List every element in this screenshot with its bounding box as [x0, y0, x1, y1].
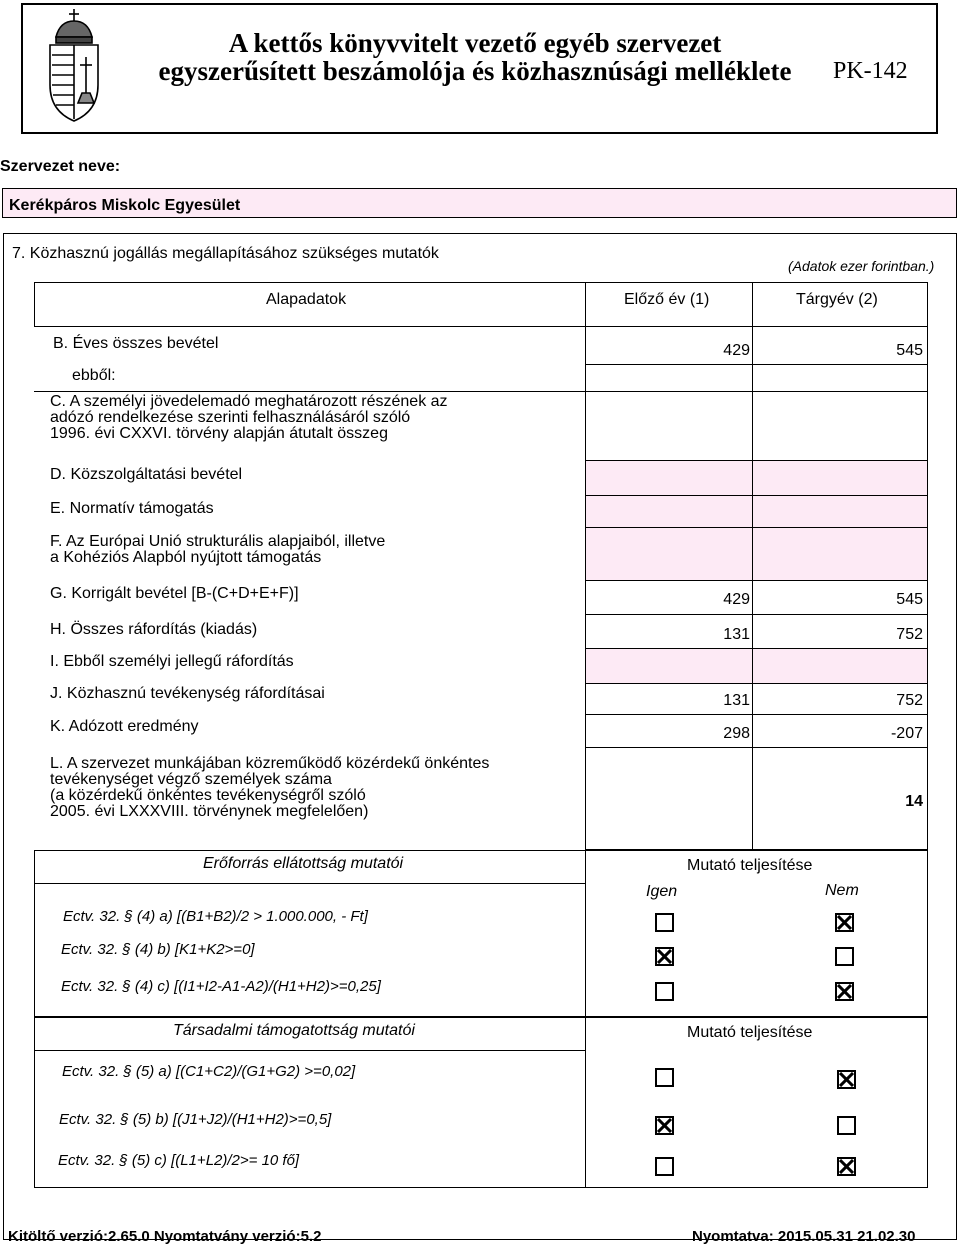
checkmark-x-icon	[837, 915, 852, 930]
resources-title: Erőforrás ellátottság mutatói	[203, 855, 404, 872]
row-f-label-1: F. Az Európai Unió strukturális alapjaiból, illetve	[50, 533, 386, 550]
row-e-curr[interactable]	[757, 503, 923, 523]
resource-a-no-checkbox[interactable]	[835, 913, 854, 932]
resource-c-yes-checkbox[interactable]	[655, 982, 674, 1001]
row-e-label: E. Normatív támogatás	[50, 500, 214, 517]
row-l-label-4: 2005. évi LXXXVIII. törvénynek megfelelően)	[50, 803, 369, 820]
row-g-prev[interactable]: 429	[723, 591, 750, 608]
unit-note: (Adatok ezer forintban.)	[788, 258, 935, 274]
resource-item-b-label: Ectv. 32. § (4) b) [K1+K2>=0]	[61, 941, 255, 958]
resource-a-yes-checkbox[interactable]	[655, 913, 674, 932]
row-c-curr[interactable]	[757, 405, 923, 425]
row-b-prev[interactable]: 429	[723, 342, 750, 359]
social-item-a-label: Ectv. 32. § (5) a) [(C1+C2)/(G1+G2) >=0,02]	[62, 1063, 356, 1080]
row-f-prev[interactable]	[590, 545, 750, 565]
row-d-curr[interactable]	[757, 470, 923, 490]
social-c-no-checkbox[interactable]	[837, 1157, 856, 1176]
social-b-yes-checkbox[interactable]	[655, 1116, 674, 1135]
row-b-label: B. Éves összes bevétel	[53, 335, 219, 352]
row-j-curr[interactable]: 752	[896, 692, 923, 709]
row-e-prev[interactable]	[590, 503, 750, 523]
no-column-header: Nem	[825, 882, 859, 899]
yes-column-header: Igen	[646, 883, 678, 900]
row-l-label-2: tevékenységet végző személyek száma	[50, 771, 332, 788]
col-header-base: Alapadatok	[266, 291, 347, 308]
org-name-value: Kerékpáros Miskolc Egyesület	[9, 197, 241, 214]
row-i-label: I. Ebből személyi jellegű ráfordítás	[50, 653, 294, 670]
row-j-label: J. Közhasznú tevékenység ráfordításai	[50, 685, 325, 702]
resources-performance-title: Mutató teljesítése	[687, 857, 813, 874]
row-i-curr[interactable]	[757, 657, 923, 677]
coat-of-arms-emblem	[44, 7, 104, 125]
checkmark-x-icon	[657, 1118, 672, 1133]
col-header-curr: Tárgyév (2)	[796, 291, 878, 308]
row-l-curr[interactable]: 14	[905, 793, 923, 810]
social-b-no-checkbox[interactable]	[837, 1116, 856, 1135]
social-title: Társadalmi támogatottság mutatói	[173, 1022, 415, 1039]
resource-b-no-checkbox[interactable]	[835, 947, 854, 966]
resource-c-no-checkbox[interactable]	[835, 982, 854, 1001]
row-h-curr[interactable]: 752	[896, 626, 923, 643]
row-i-prev[interactable]	[590, 657, 750, 677]
row-k-label: K. Adózott eredmény	[50, 718, 199, 735]
social-a-no-checkbox[interactable]	[837, 1070, 856, 1089]
row-d-prev[interactable]	[590, 470, 750, 490]
row-g-curr[interactable]: 545	[896, 591, 923, 608]
row-k-prev[interactable]: 298	[723, 725, 750, 742]
form-code: PK-142	[833, 58, 908, 84]
checkmark-x-icon	[837, 984, 852, 999]
resource-b-yes-checkbox[interactable]	[655, 947, 674, 966]
col-header-prev: Előző év (1)	[624, 291, 710, 308]
row-c-label-3: 1996. évi CXXVI. törvény alapján átutalt összeg	[50, 425, 388, 442]
social-c-yes-checkbox[interactable]	[655, 1157, 674, 1176]
org-name-field[interactable]	[2, 188, 957, 218]
row-b-curr[interactable]: 545	[896, 342, 923, 359]
form-title-line1: A kettős könyvvitelt vezető egyéb szervezet	[228, 28, 722, 58]
row-d-label: D. Közszolgáltatási bevétel	[50, 466, 243, 483]
row-f-curr[interactable]	[757, 545, 923, 565]
social-item-b-label: Ectv. 32. § (5) b) [(J1+J2)/(H1+H2)>=0,5]	[59, 1111, 332, 1128]
social-a-yes-checkbox[interactable]	[655, 1068, 674, 1087]
row-k-curr[interactable]: -207	[890, 725, 923, 742]
checkmark-x-icon	[839, 1072, 854, 1087]
social-performance-title: Mutató teljesítése	[687, 1024, 813, 1041]
row-h-label: H. Összes ráfordítás (kiadás)	[50, 621, 258, 638]
org-name-label: Szervezet neve:	[0, 158, 121, 175]
row-c-label-1: C. A személyi jövedelemadó meghatározott részének az	[50, 393, 448, 410]
row-l-label-1: L. A szervezet munkájában közreműködő közérdekű önkéntes	[50, 755, 490, 772]
form-title-line2: egyszerűsített beszámolója és közhasznúsági melléklete	[158, 56, 792, 86]
resource-item-a-label: Ectv. 32. § (4) a) [(B1+B2)/2 > 1.000.000, - Ft]	[63, 908, 368, 925]
row-l-label-3: (a közérdekű önkéntes tevékenységről szóló	[50, 787, 366, 804]
row-l-prev[interactable]	[590, 792, 750, 812]
footer-print-date: Nyomtatva: 2015.05.31 21.02.30	[692, 1228, 916, 1245]
row-ebbol-label: ebből:	[72, 367, 116, 384]
row-h-prev[interactable]: 131	[723, 626, 750, 643]
column-header-row	[34, 282, 928, 327]
row-c-label-2: adózó rendelkezése szerinti felhasználásáról szóló	[50, 409, 411, 426]
checkmark-x-icon	[839, 1159, 854, 1174]
checkmark-x-icon	[657, 949, 672, 964]
section-7-title: 7. Közhasznú jogállás megállapításához szükséges mutatók	[12, 245, 439, 262]
row-f-label-2: a Kohéziós Alapból nyújtott támogatás	[50, 549, 322, 566]
row-j-prev[interactable]: 131	[723, 692, 750, 709]
resource-item-c-label: Ectv. 32. § (4) c) [(I1+I2-A1-A2)/(H1+H2)>=0,25]	[61, 978, 381, 995]
row-c-prev[interactable]	[590, 405, 750, 425]
row-g-label: G. Korrigált bevétel [B-(C+D+E+F)]	[50, 585, 299, 602]
social-item-c-label: Ectv. 32. § (5) c) [(L1+L2)/2>= 10 fő]	[58, 1152, 300, 1169]
footer-version: Kitöltő verzió:2.65.0 Nyomtatvány verzió:5.2	[8, 1228, 322, 1245]
